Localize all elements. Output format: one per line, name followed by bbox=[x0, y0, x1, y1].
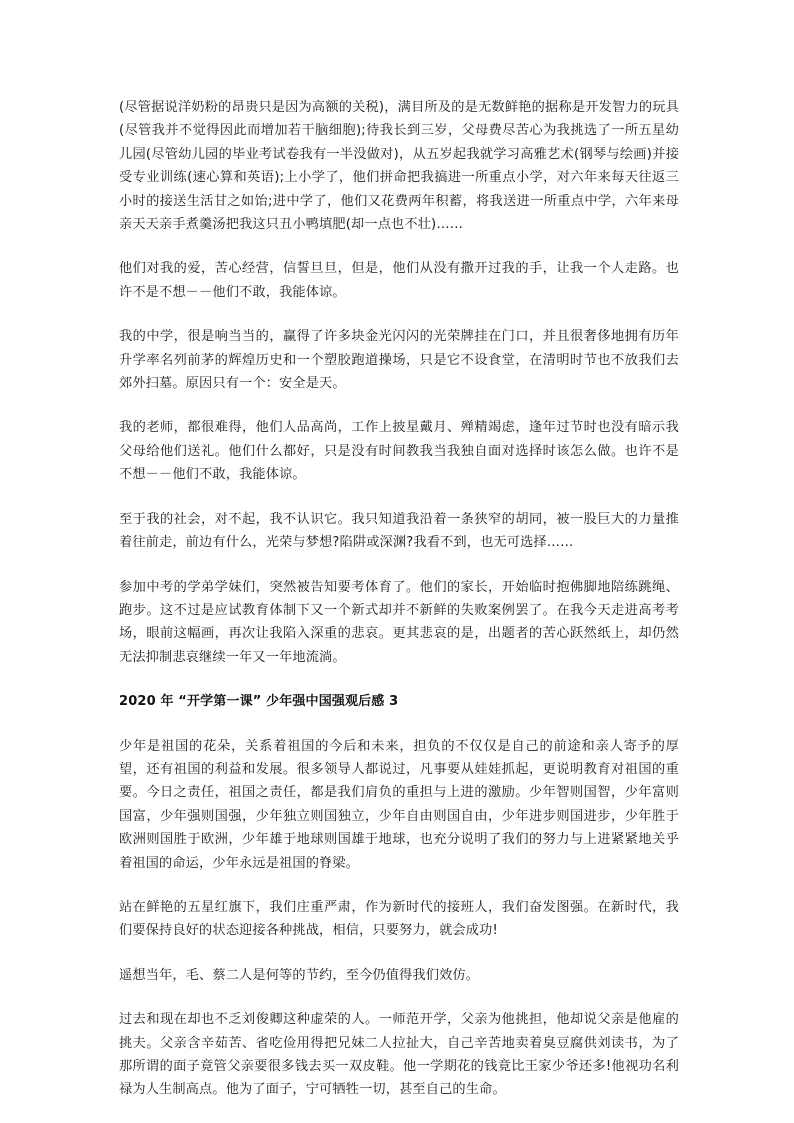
section-heading: 2020 年 “开学第一课” 少年强中国强观后感 3 bbox=[119, 694, 399, 710]
paragraph: 过去和现在却也不乏刘俊卿这种虚荣的人。一师范开学，父亲为他挑担，他却说父亲是他雇的挑夫。父亲含辛茹苦、省吃俭用得把兄妹二人拉扯大，自己辛苦地卖着臭豆腐供刘读书，为了那所谓的面子竟管父亲要很多钱去买一双皮鞋。他一学期花的钱竟比王家少爷还多!他视功名利禄为人生制高点。他为了面子，宁可牺牲一切，甚至自己的生命。 bbox=[119, 1012, 679, 1098]
paragraph: 站在鲜艳的五星红旗下，我们庄重严肃，作为新时代的接班人，我们奋发图强。在新时代，我们要保持良好的状态迎接各种挑战，相信，只要努力，就会成功! bbox=[119, 899, 679, 939]
paragraph: 至于我的社会，对不起，我不认识它。我只知道我沿着一条狭窄的胡同，被一股巨大的力量推着往前走，前边有什么，光荣与梦想?陷阱或深渊?我看不到，也无可选择…… bbox=[119, 511, 679, 551]
paragraph: 少年是祖国的花朵，关系着祖国的今后和未来，担负的不仅仅是自己的前途和亲人寄予的厚望，还有祖国的利益和发展。很多领导人都说过，凡事要从娃娃抓起，更说明教育对祖国的重要。今日之责任，祖国之责任，都是我们肩负的重担与上进的激励。少年智则国智，少年富则国富，少年强则国强，少年独立则国独立，少年自由则国自由，少年进步则国进步，少年胜于欧洲则国胜于欧洲，少年雄于地球则国雄于地球，也充分说明了我们的努力与上进紧紧地关乎着祖国的命运，少年永远是祖国的脊梁。 bbox=[119, 738, 679, 871]
document-page bbox=[119, 96, 679, 1123]
paragraph: 他们对我的爱，苦心经营，信誓旦旦，但是，他们从没有撒开过我的手，让我一个人走路。也许不是不想－－他们不敢，我能体谅。 bbox=[119, 261, 679, 300]
paragraph: 遥想当年，毛、蔡二人是何等的节约，至今仍值得我们效仿。 bbox=[119, 967, 480, 983]
paragraph: 我的中学，很是响当当的，赢得了许多块金光闪闪的光荣牌挂在门口，并且很奢侈地拥有历年升学率名列前茅的辉煌历史和一个塑胶跑道操场，只是它不设食堂，在清明时节也不放我们去郊外扫墓。原因只有一个：安全是天。 bbox=[119, 329, 679, 392]
paragraph: (尽管据说洋奶粉的昂贵只是因为高额的关税)，满目所及的是无数鲜艳的据称是开发智力的玩具(尽管我并不觉得因此而增加若干脑细胞);待我长到三岁，父母费尽苦心为我挑选了一所五星幼儿园(尽管幼儿园的毕业考试卷我有一半没做对)，从五岁起我就学习高雅艺术(钢琴与绘画)并接受专业训练(速心算和英语);上小学了，他们拼命把我搞进一所重点小学，对六年来每天往返三小时的接送生活甘之如饴;进中学了，他们又花费两年积蓄，将我送进一所重点中学，六年来母亲天天亲手煮羹汤把我这只丑小鸭填肥(却一点也不壮)…… bbox=[119, 100, 679, 233]
paragraph: 参加中考的学弟学妹们，突然被告知要考体育了。他们的家长，开始临时抱佛脚地陪练跳绳、跑步。这不过是应试教育体制下又一个新式却并不新鲜的失败案例罢了。在我今天走进高考考场，眼前这幅画，再次让我陷入深重的悲哀。更其悲哀的是，出题者的苦心跃然纸上，却仍然无法抑制悲哀继续一年又一年地流淌。 bbox=[119, 579, 679, 665]
paragraph: 我的老师，都很难得，他们人品高尚，工作上披星戴月、殚精竭虑，逢年过节时也没有暗示我父母给他们送礼。他们什么都好，只是没有时间教我当我独自面对选择时该怎么做。也许不是不想－－他们不敢，我能体谅。 bbox=[119, 420, 679, 483]
